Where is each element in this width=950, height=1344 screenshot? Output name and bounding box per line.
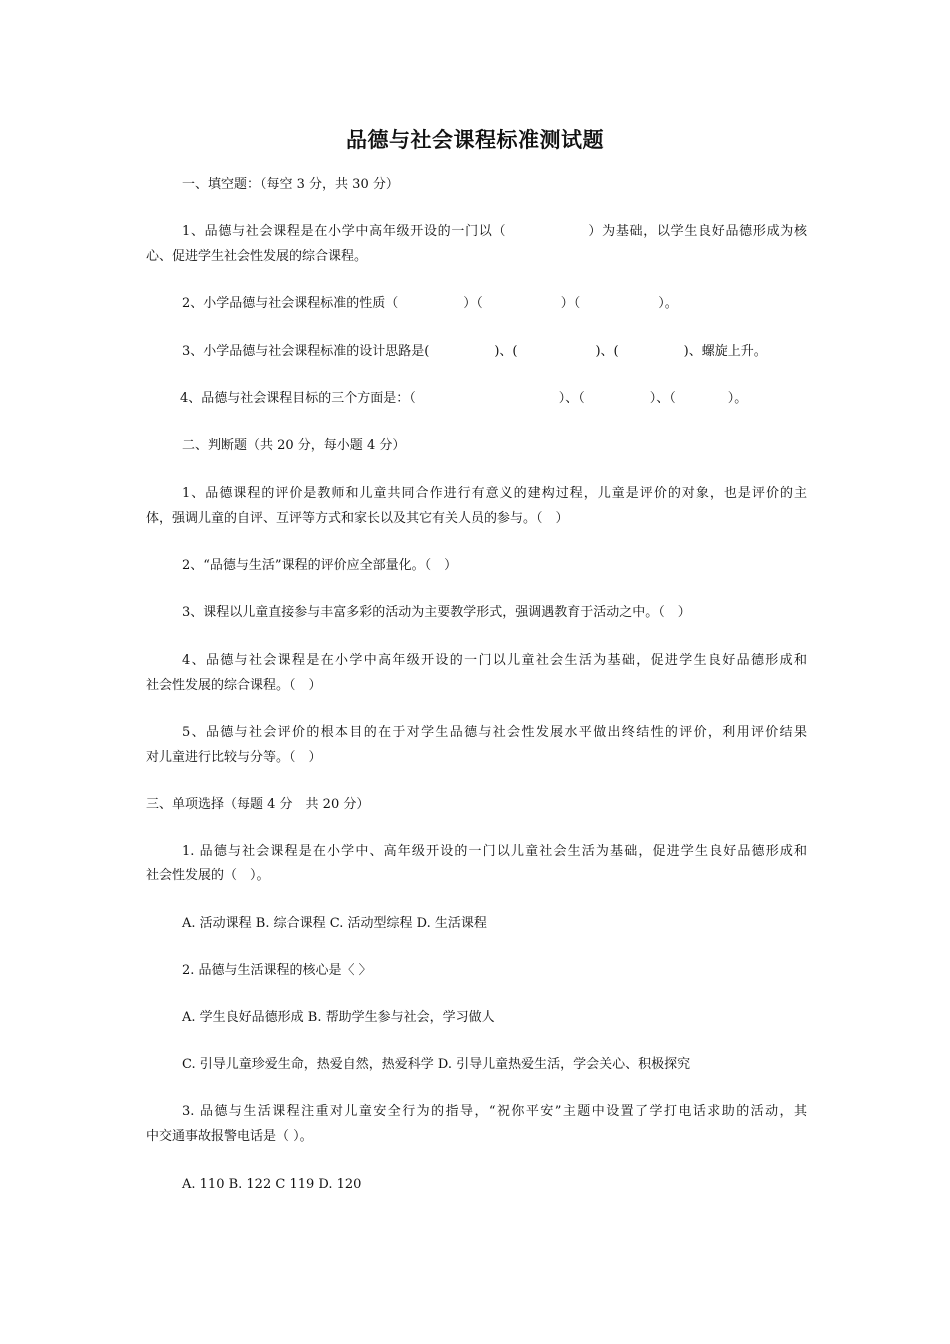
mc-q1-line2: 社会性发展的（ ）。 bbox=[146, 868, 270, 883]
mc-q3-line2: 中交通事故报警电话是（ ）。 bbox=[146, 1129, 313, 1144]
tf-q4-line2: 社会性发展的综合课程。（ ） bbox=[146, 678, 322, 693]
fill-q4: 4、品德与社会课程目标的三个方面是：（ ）、（ ）、（ ）。 bbox=[180, 391, 748, 406]
mc-q2: 2. 品德与生活课程的核心是〈 〉 bbox=[182, 963, 372, 978]
fill-q1-line2: 心、促进学生社会性发展的综合课程。 bbox=[146, 249, 368, 264]
section-heading-true-false: 二、判断题（共 20 分，每小题 4 分） bbox=[182, 438, 406, 453]
tf-q4-line1: 4、品德与社会课程是在小学中高年级开设的一门以儿童社会生活为基础，促进学生良好品德形成和 bbox=[182, 653, 807, 668]
mc-q1-line1: 1. 品德与社会课程是在小学中、高年级开设的一门以儿童社会生活为基础，促进学生良好品德形成和 bbox=[182, 844, 807, 859]
section-heading-fill-in: 一、填空题：（每空 3 分，共 30 分） bbox=[182, 177, 399, 192]
tf-q5-line1: 5、品德与社会评价的根本目的在于对学生品德与社会性发展水平做出终结性的评价，利用评价结果 bbox=[182, 725, 807, 740]
tf-q3: 3、课程以儿童直接参与丰富多彩的活动为主要教学形式，强调遇教育于活动之中。（ ） bbox=[182, 605, 691, 620]
tf-q1-line2: 体，强调儿童的自评、互评等方式和家长以及其它有关人员的参与。（ ） bbox=[146, 511, 569, 526]
tf-q2: 2、“品德与生活”课程的评价应全部量化。（ ） bbox=[182, 558, 458, 573]
section-heading-multiple-choice: 三、单项选择（每题 4 分 共 20 分） bbox=[146, 797, 370, 812]
mc-q3-line1: 3. 品德与生活课程注重对儿童安全行为的指导，“祝你平安”主题中设置了学打电话求助的活动，其 bbox=[182, 1104, 807, 1119]
tf-q5-line2: 对儿童进行比较与分等。（ ） bbox=[146, 750, 322, 765]
mc-q2-options-line2: C. 引导儿童珍爱生命，热爱自然，热爱科学 D. 引导儿童热爱生活，学会关心、积极探究 bbox=[182, 1057, 691, 1072]
mc-q2-options-line1: A. 学生良好品德形成 B. 帮助学生参与社会，学习做人 bbox=[182, 1010, 495, 1025]
fill-q1-line1: 1、品德与社会课程是在小学中高年级开设的一门以（ ）为基础，以学生良好品德形成为核 bbox=[182, 224, 807, 239]
tf-q1-line1: 1、品德课程的评价是教师和儿童共同合作进行有意义的建构过程，儿童是评价的对象，也是评价的主 bbox=[182, 486, 807, 501]
fill-q2: 2、小学品德与社会课程标准的性质（ ）（ ）（ ）。 bbox=[182, 296, 678, 311]
page-title: 品德与社会课程标准测试题 bbox=[346, 128, 604, 152]
mc-q3-options: A. 110 B. 122 C 119 D. 120 bbox=[182, 1177, 362, 1192]
fill-q3: 3、小学品德与社会课程标准的设计思路是( )、( )、( )、螺旋上升。 bbox=[182, 344, 767, 359]
mc-q1-options: A. 活动课程 B. 综合课程 C. 活动型综程 D. 生活课程 bbox=[182, 916, 487, 931]
